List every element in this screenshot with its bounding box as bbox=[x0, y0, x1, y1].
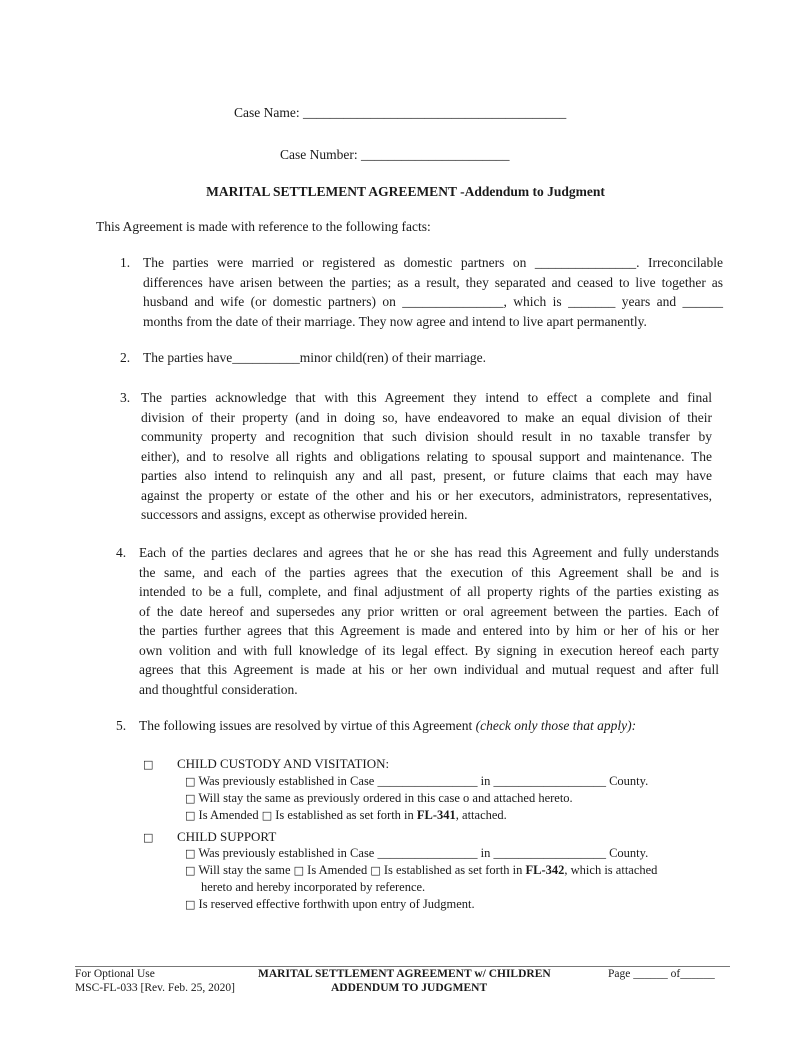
item-4-line: agrees that this Agreement is made at his or her own individual and mutual request and after full bbox=[139, 662, 719, 677]
support-same-checkbox[interactable]: □ bbox=[185, 864, 196, 877]
custody-sub-2-text: Will stay the same as previously ordered in this case o and attached hereto. bbox=[198, 791, 573, 805]
item-2-paragraph bbox=[143, 348, 486, 368]
item-2-line: The parties have__________minor child(ren) of their marriage. bbox=[143, 350, 487, 365]
support-sub-2-continued: hereto and hereby incorporated by reference. bbox=[201, 880, 426, 894]
item-4-line: of the date hereof and supersedes any prior written or oral agreement between the parties. Each of bbox=[139, 603, 719, 619]
item-3-line: parties also intend to relinquish any and all past, present, or future claims that each may have bbox=[141, 468, 712, 483]
case-name-label: Case Name: bbox=[234, 105, 300, 120]
support-form-ref: FL-342 bbox=[525, 863, 565, 877]
item-4-line: intended to be a full, complete, and final adjustment of all property rights of the parties existing as bbox=[139, 584, 719, 599]
custody-established-checkbox[interactable]: □ bbox=[261, 809, 273, 822]
custody-amended-checkbox[interactable]: □ bbox=[185, 809, 196, 822]
item-3-paragraph bbox=[141, 388, 712, 525]
item-4-line: the same, and each of the parties agrees that the execution of this Agreement shall be and is bbox=[139, 564, 719, 580]
support-established-text: Is established as set forth in bbox=[383, 863, 523, 877]
item-4-line: Each of the parties declares and agrees that he or she has read this Agreement and fully understands bbox=[139, 545, 719, 560]
case-number-label: Case Number: bbox=[280, 147, 358, 162]
custody-sub-2 bbox=[185, 791, 573, 806]
support-established-checkbox[interactable]: □ bbox=[370, 864, 381, 877]
item-3-number: 3. bbox=[120, 390, 131, 405]
custody-checkbox[interactable]: □ bbox=[143, 758, 154, 771]
item-1-number: 1. bbox=[120, 255, 131, 270]
item-2-number: 2. bbox=[120, 350, 131, 365]
item-1-line: husband and wife (or domestic partners) on _______________, which is _______ years and ______ bbox=[143, 294, 723, 309]
custody-sub-3 bbox=[185, 808, 507, 823]
case-name-row bbox=[234, 105, 566, 121]
support-same-text: Will stay the same bbox=[198, 863, 291, 877]
footer-optional-use: For Optional Use bbox=[75, 968, 155, 980]
item-1-line: months from the date of their marriage. They now agree and intend to live apart permanently. bbox=[143, 313, 647, 329]
custody-sub-2-checkbox[interactable]: □ bbox=[185, 792, 196, 805]
support-sub-2 bbox=[185, 863, 657, 878]
custody-sub-1-text: Was previously established in Case ________________ in __________________ County. bbox=[198, 774, 649, 788]
custody-row bbox=[143, 756, 390, 772]
case-number-field[interactable]: ______________________ bbox=[360, 147, 510, 162]
item-3-line: successors and assigns, except as otherwise provided herein. bbox=[141, 507, 468, 522]
page-total-field[interactable]: ______ bbox=[680, 968, 715, 980]
custody-form-ref: FL-341 bbox=[416, 808, 456, 822]
title-separator: - bbox=[460, 184, 465, 199]
footer-divider bbox=[75, 966, 730, 967]
case-name-field[interactable]: _______________________________________ bbox=[302, 105, 567, 120]
support-label: CHILD SUPPORT bbox=[177, 829, 277, 844]
footer-subtitle: ADDENDUM TO JUDGMENT bbox=[331, 982, 488, 994]
support-sub-1-checkbox[interactable]: □ bbox=[185, 847, 196, 860]
item-3-line: division of their property (and in doing so, have endeavored to make an equal division of their bbox=[141, 409, 712, 425]
item-4-number: 4. bbox=[116, 545, 127, 560]
custody-sub-1-checkbox[interactable]: □ bbox=[185, 775, 196, 788]
item-5-note: (check only those that apply): bbox=[475, 718, 637, 733]
item-4-line: own volition and with full knowledge of its legal effect. By signing in execution hereof each party bbox=[139, 642, 719, 658]
support-sub-3 bbox=[185, 897, 475, 912]
document-title bbox=[0, 184, 811, 200]
item-4-line: and thoughtful consideration. bbox=[139, 681, 298, 697]
custody-attached-text: , attached. bbox=[455, 808, 507, 822]
item-4-paragraph bbox=[139, 543, 719, 699]
support-sub-3-text: Is reserved effective forthwith upon entry of Judgment. bbox=[198, 897, 475, 911]
item-1-line: The parties were married or registered as domestic partners on _______________. Irreconcilable bbox=[143, 255, 723, 270]
case-number-row bbox=[280, 147, 509, 163]
item-3-line: against the property or estate of the other and his or her executors, administrators, representatives, bbox=[141, 487, 712, 503]
support-row bbox=[143, 829, 277, 845]
support-sub-1-text: Was previously established in Case ________________ in __________________ County. bbox=[198, 846, 649, 860]
custody-amended-text: Is Amended bbox=[198, 808, 259, 822]
footer-form-id: MSC-FL-033 [Rev. Feb. 25, 2020] bbox=[75, 982, 235, 994]
custody-established-text: Is established as set forth in bbox=[275, 808, 414, 822]
item-3-line: The parties acknowledge that with this Agreement they intend to effect a complete and final bbox=[141, 390, 712, 405]
item-3-line: either), and to resolve all rights and obligations relating to spousal support and maintenance. The bbox=[141, 448, 712, 464]
title-sub: Addendum to Judgment bbox=[464, 184, 605, 199]
item-3-line: community property and recognition that such division should result in no taxable transfer by bbox=[141, 429, 712, 444]
custody-sub-1 bbox=[185, 774, 648, 789]
item-5-number: 5. bbox=[116, 718, 127, 733]
custody-label: CHILD CUSTODY AND VISITATION: bbox=[177, 756, 390, 771]
support-sub-3-checkbox[interactable]: □ bbox=[185, 898, 196, 911]
support-amended-text: Is Amended bbox=[307, 863, 368, 877]
support-checkbox[interactable]: □ bbox=[143, 831, 154, 844]
page-label: Page bbox=[608, 968, 631, 980]
footer-page bbox=[608, 968, 715, 980]
page-number-field[interactable]: ______ bbox=[633, 968, 668, 980]
item-4-line: the parties further agrees that this Agreement is made and entered into by him or her of his or her bbox=[139, 623, 719, 638]
item-1-paragraph bbox=[143, 253, 723, 331]
support-sub-1 bbox=[185, 846, 648, 861]
support-amended-checkbox[interactable]: □ bbox=[293, 864, 305, 877]
item-5-text: The following issues are resolved by virtue of this Agreement bbox=[139, 718, 473, 733]
intro-text: This Agreement is made with reference to the following facts: bbox=[96, 219, 431, 234]
footer-title: MARITAL SETTLEMENT AGREEMENT w/ CHILDREN bbox=[258, 968, 551, 980]
support-attached-text: , which is attached bbox=[564, 863, 658, 877]
of-label: of bbox=[670, 968, 681, 980]
item-5-paragraph bbox=[139, 716, 636, 736]
item-1-line: differences have arisen between the parties; as a result, they separated and ceased to live together as bbox=[143, 274, 723, 290]
title-main: MARITAL SETTLEMENT AGREEMENT bbox=[206, 184, 457, 199]
